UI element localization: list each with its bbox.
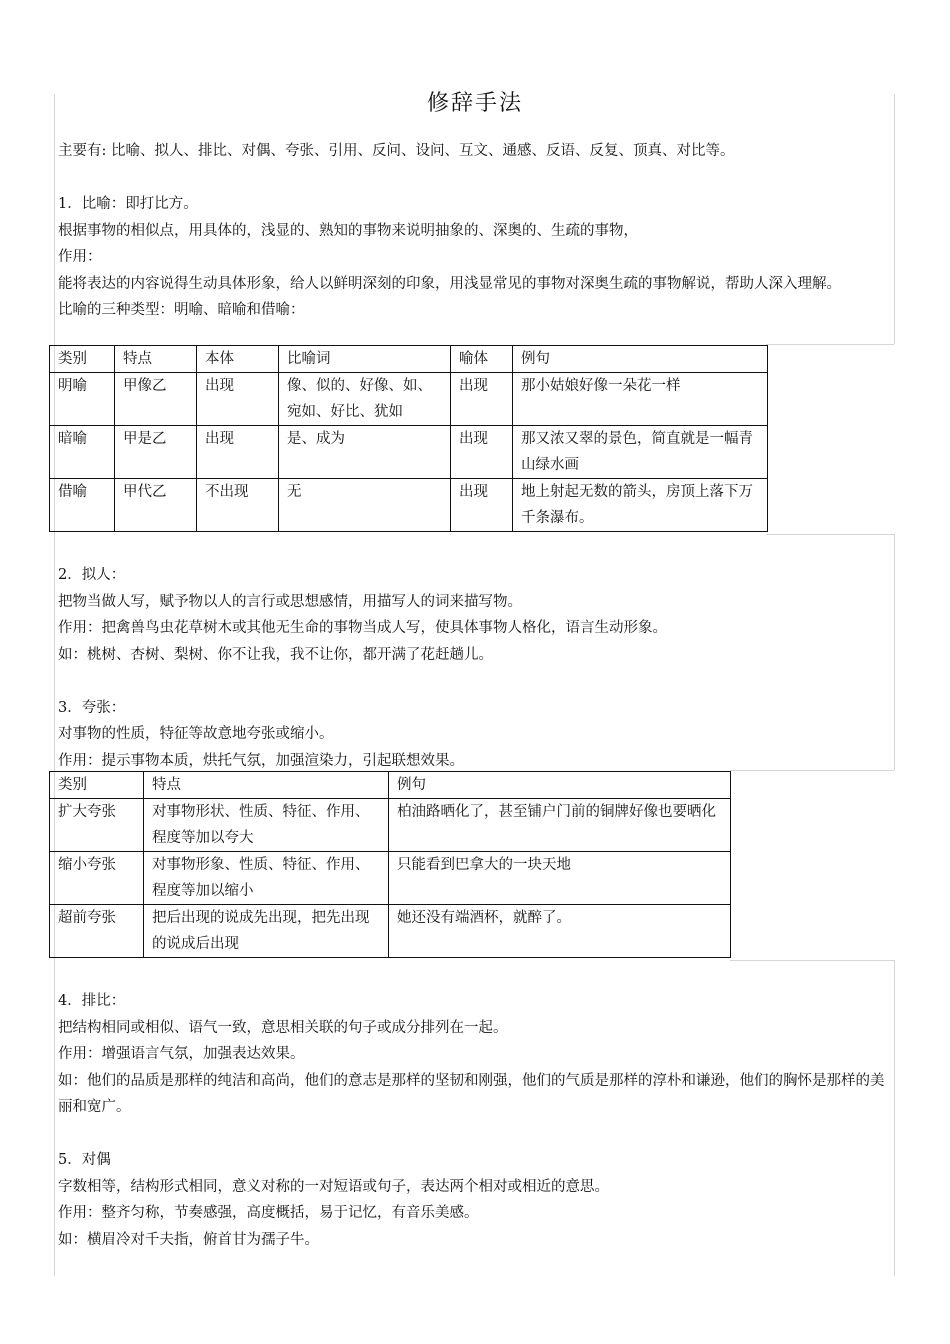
table-header-row [50, 772, 731, 799]
table-header-cell: 类别 [50, 346, 115, 373]
table-cell: 不出现 [197, 479, 279, 532]
parallelism-example: 如：他们的品质是那样的纯洁和高尚，他们的意志是那样的坚韧和刚强，他们的气质是那样的淳朴和谦逊，他们的胸怀是那样的美丽和宽广。 [58, 1072, 885, 1115]
table-header-cell: 特点 [115, 346, 197, 373]
personification-example: 如：桃树、杏树、梨树、你不让我，我不让你，都开满了花赶趟儿。 [58, 646, 493, 663]
table-cell: 明喻 [50, 373, 115, 426]
table-cell: 甲代乙 [115, 479, 197, 532]
table-cell: 对事物形状、性质、特征、作用、程度等加以夸大 [144, 799, 389, 852]
table-row [50, 799, 731, 852]
table-cell: 把后出现的说成先出现，把先出现的说成后出现 [144, 905, 389, 958]
table-cell: 超前夸张 [50, 905, 144, 958]
frame-left-line [54, 94, 55, 1276]
table-cell: 缩小夸张 [50, 852, 144, 905]
table-cell: 出现 [197, 373, 279, 426]
hyperbole-effect: 作用：提示事物本质，烘托气氛，加强渲染力，引起联想效果。 [58, 752, 464, 769]
table-cell: 甲像乙 [115, 373, 197, 426]
table-header-cell: 比喻词 [279, 346, 451, 373]
table-cell: 那又浓又翠的景色，简直就是一幅青山绿水画 [513, 426, 768, 479]
section-simile [58, 138, 896, 324]
hyperbole-definition: 对事物的性质，特征等故意地夸张或缩小。 [58, 726, 334, 742]
table-cell: 是、成为 [279, 426, 451, 479]
table-cell: 那小姑娘好像一朵花一样 [513, 373, 768, 426]
table-cell: 她还没有端酒杯，就醉了。 [389, 905, 731, 958]
hyperbole-table [49, 771, 731, 958]
parallelism-effect: 作用：增强语言气氛，加强表达效果。 [58, 1046, 305, 1062]
antithesis-heading: 5．对偶 [58, 1152, 111, 1168]
parallelism-heading: 4．排比： [58, 993, 126, 1009]
table-cell: 扩大夸张 [50, 799, 144, 852]
table-row [50, 426, 768, 479]
frame-hline-1 [766, 344, 894, 345]
hyperbole-heading: 3．夸张： [58, 699, 126, 716]
frame-hline-2 [766, 534, 894, 535]
antithesis-example: 如：横眉冷对千夫指，俯首甘为孺子牛。 [58, 1231, 319, 1248]
personification-heading: 2．拟人： [58, 567, 126, 583]
table-cell: 出现 [451, 426, 513, 479]
table-row [50, 905, 731, 958]
table-cell: 像、似的、好像、如、宛如、好比、犹如 [279, 373, 451, 426]
simile-heading: 1．比喻：即打比方。 [58, 196, 198, 212]
table-cell: 柏油路晒化了，甚至铺户门前的铜牌好像也要晒化 [389, 799, 731, 852]
simile-effect: 能将表达的内容说得生动具体形象，给人以鲜明深刻的印象，用浅显常见的事物对深奥生疏的事物解说，帮助人深入理解。 [58, 275, 841, 292]
table-header-cell: 本体 [197, 346, 279, 373]
parallelism-definition: 把结构相同或相似、语气一致，意思相关联的句子或成分排列在一起。 [58, 1019, 508, 1036]
table-header-cell: 例句 [389, 772, 731, 799]
table-cell: 出现 [451, 479, 513, 532]
antithesis-definition: 字数相等，结构形式相同，意义对称的一对短语或句子，表达两个相对或相近的意思。 [58, 1178, 609, 1195]
table-cell: 出现 [451, 373, 513, 426]
antithesis-effect: 作用：整齐匀称，节奏感强，高度概括，易于记忆，有音乐美感。 [58, 1205, 479, 1221]
table-cell: 甲是乙 [115, 426, 197, 479]
frame-hline-4 [730, 960, 894, 961]
table-cell: 出现 [197, 426, 279, 479]
table-row [50, 479, 768, 532]
table-header-cell: 喻体 [451, 346, 513, 373]
table-cell: 对事物形象、性质、特征、作用、程度等加以缩小 [144, 852, 389, 905]
document-title: 修辞手法 [426, 91, 523, 116]
personification-effect: 作用：把禽兽鸟虫花草树木或其他无生命的事物当成人写，使具体事物人格化，语言生动形象。 [58, 620, 667, 636]
section-parallelism [58, 988, 896, 1253]
table-row [50, 373, 768, 426]
table-header-cell: 例句 [513, 346, 768, 373]
simile-effect-label: 作用： [58, 249, 102, 265]
table-row [50, 852, 731, 905]
table-cell: 暗喻 [50, 426, 115, 479]
simile-types-intro: 比喻的三种类型：明喻、暗喻和借喻： [58, 302, 305, 318]
table-cell: 地上射起无数的箭头，房顶上落下万千条瀑布。 [513, 479, 768, 532]
section-personification [58, 562, 896, 774]
table-header-row [50, 346, 768, 373]
personification-definition: 把物当做人写，赋予物以人的言行或思想感情，用描写人的词来描写物。 [58, 593, 522, 610]
table-header-cell: 特点 [144, 772, 389, 799]
table-cell: 只能看到巴拿大的一块天地 [389, 852, 731, 905]
table-cell: 借喻 [50, 479, 115, 532]
simile-definition: 根据事物的相似点，用具体的，浅显的、熟知的事物来说明抽象的、深奥的、生疏的事物， [58, 222, 638, 239]
table-header-cell: 类别 [50, 772, 144, 799]
table-cell: 无 [279, 479, 451, 532]
intro-text: 主要有: 比喻、拟人、排比、对偶、夸张、引用、反问、设问、互文、通感、反语、反复、顶真、对比等。 [58, 143, 735, 159]
simile-table [49, 345, 768, 532]
